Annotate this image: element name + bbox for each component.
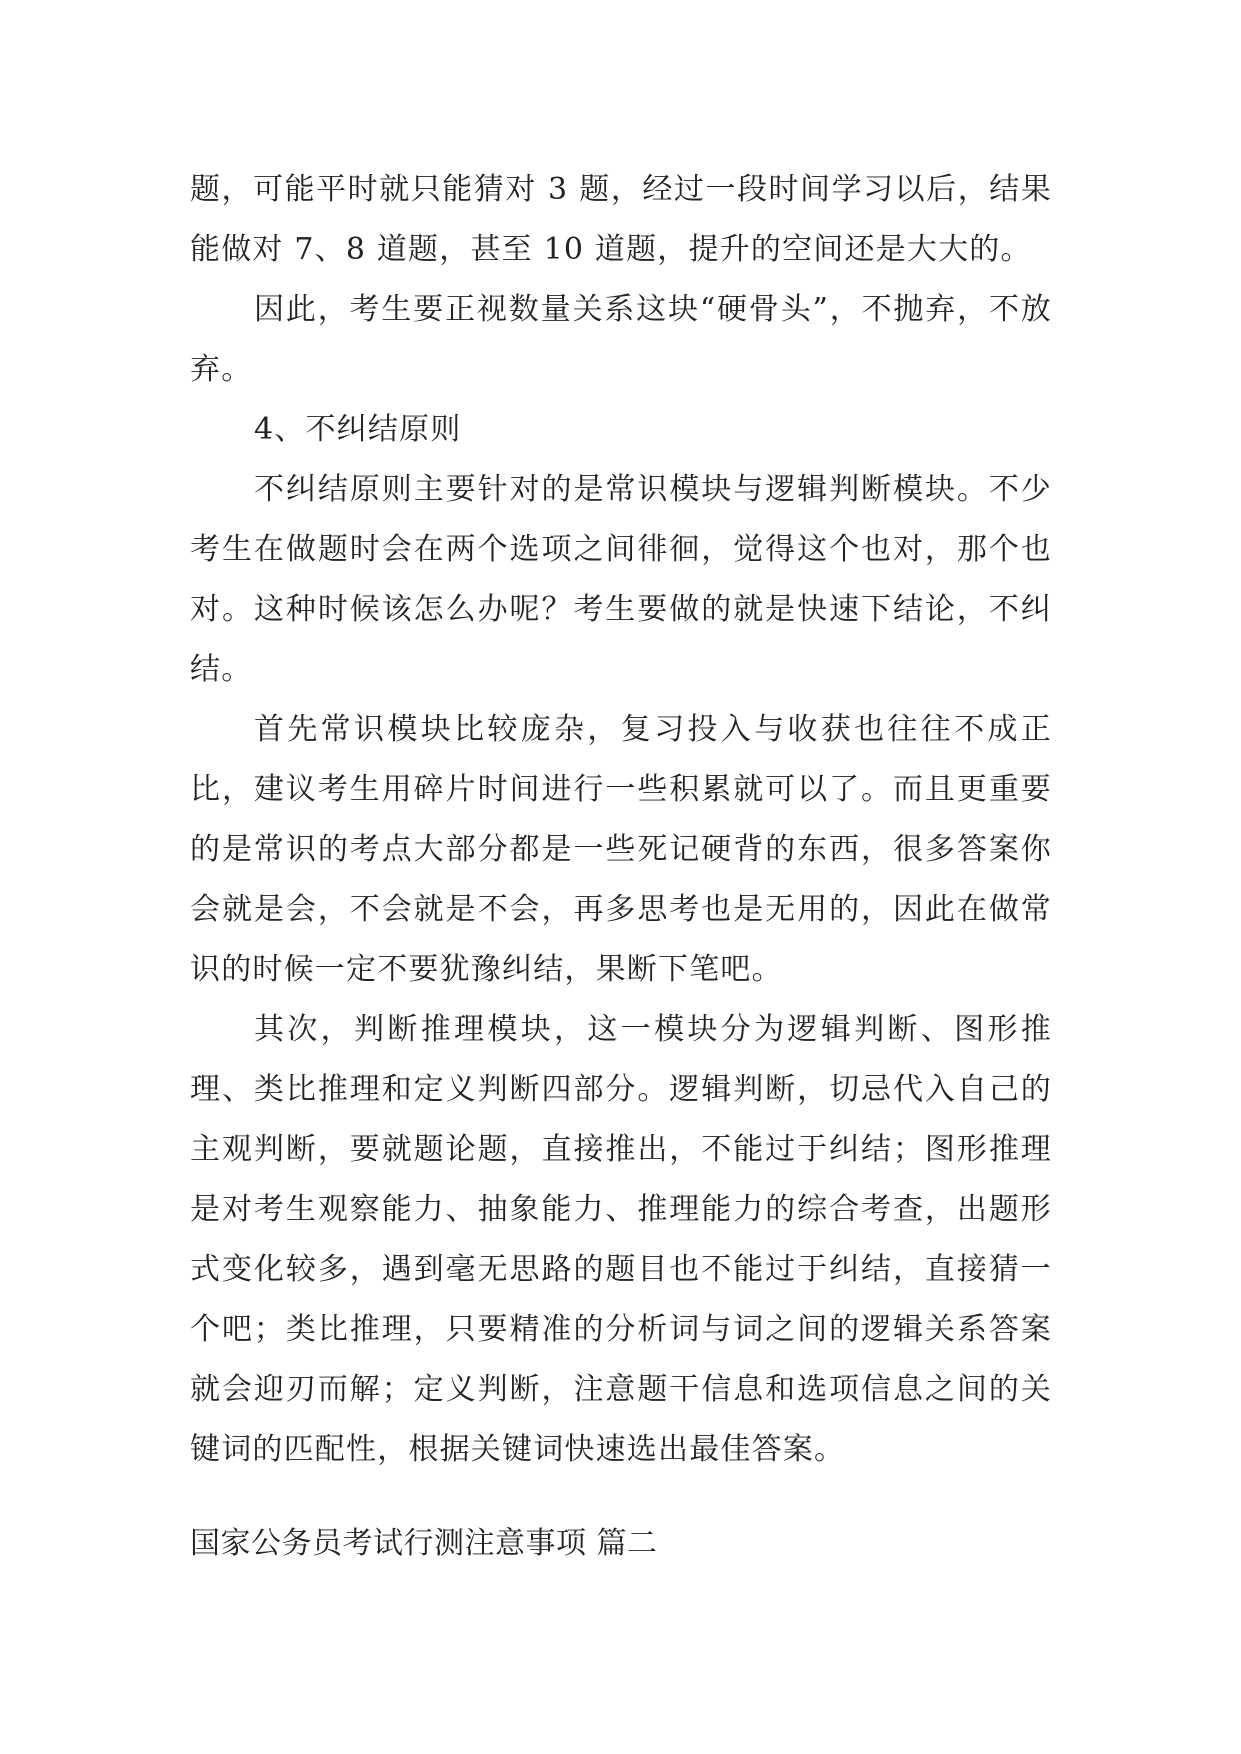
subheading-principle-4: 4、不纠结原则	[254, 412, 462, 447]
paragraph-common-sense: 首先常识模块比较庞杂，复习投入与收获也往往不成正比，建议考生用碎片时间进行一些积累就可以了。而且更重要的是常识的考点大部分都是一些死记硬背的东西，很多答案你会就是会，不会就是不会，再多思考也是无用的，因此在做常识的时候一定不要犹豫纠结，果断下笔吧。	[190, 712, 1052, 987]
paragraph-continuation: 题，可能平时就只能猜对 3 题，经过一段时间学习以后，结果能做对 7、8 道题，甚至 10 道题，提升的空间还是大大的。	[190, 172, 1052, 267]
paragraph-reasoning: 其次，判断推理模块，这一模块分为逻辑判断、图形推理、类比推理和定义判断四部分。逻辑判断，切忌代入自己的主观判断，要就题论题，直接推出，不能过于纠结；图形推理是对考生观察能力、抽象能力、推理能力的综合考查，出题形式变化较多，遇到毫无思路的题目也不能过于纠结，直接猜一个吧；类比推理，只要精准的分析词与词之间的逻辑关系答案就会迎刃而解；定义判断，注意题干信息和选项信息之间的关键词的匹配性，根据关键词快速选出最佳答案。	[190, 1012, 1052, 1467]
paragraph-conclusion: 因此，考生要正视数量关系这块“硬骨头”，不抛弃，不放弃。	[190, 292, 1052, 387]
body-text	[190, 160, 1052, 1480]
section-title: 国家公务员考试行测注意事项 篇二	[190, 1526, 658, 1561]
paragraph-principle-intro: 不纠结原则主要针对的是常识模块与逻辑判断模块。不少考生在做题时会在两个选项之间徘徊，觉得这个也对，那个也对。这种时候该怎么办呢？考生要做的就是快速下结论，不纠结。	[190, 472, 1052, 687]
